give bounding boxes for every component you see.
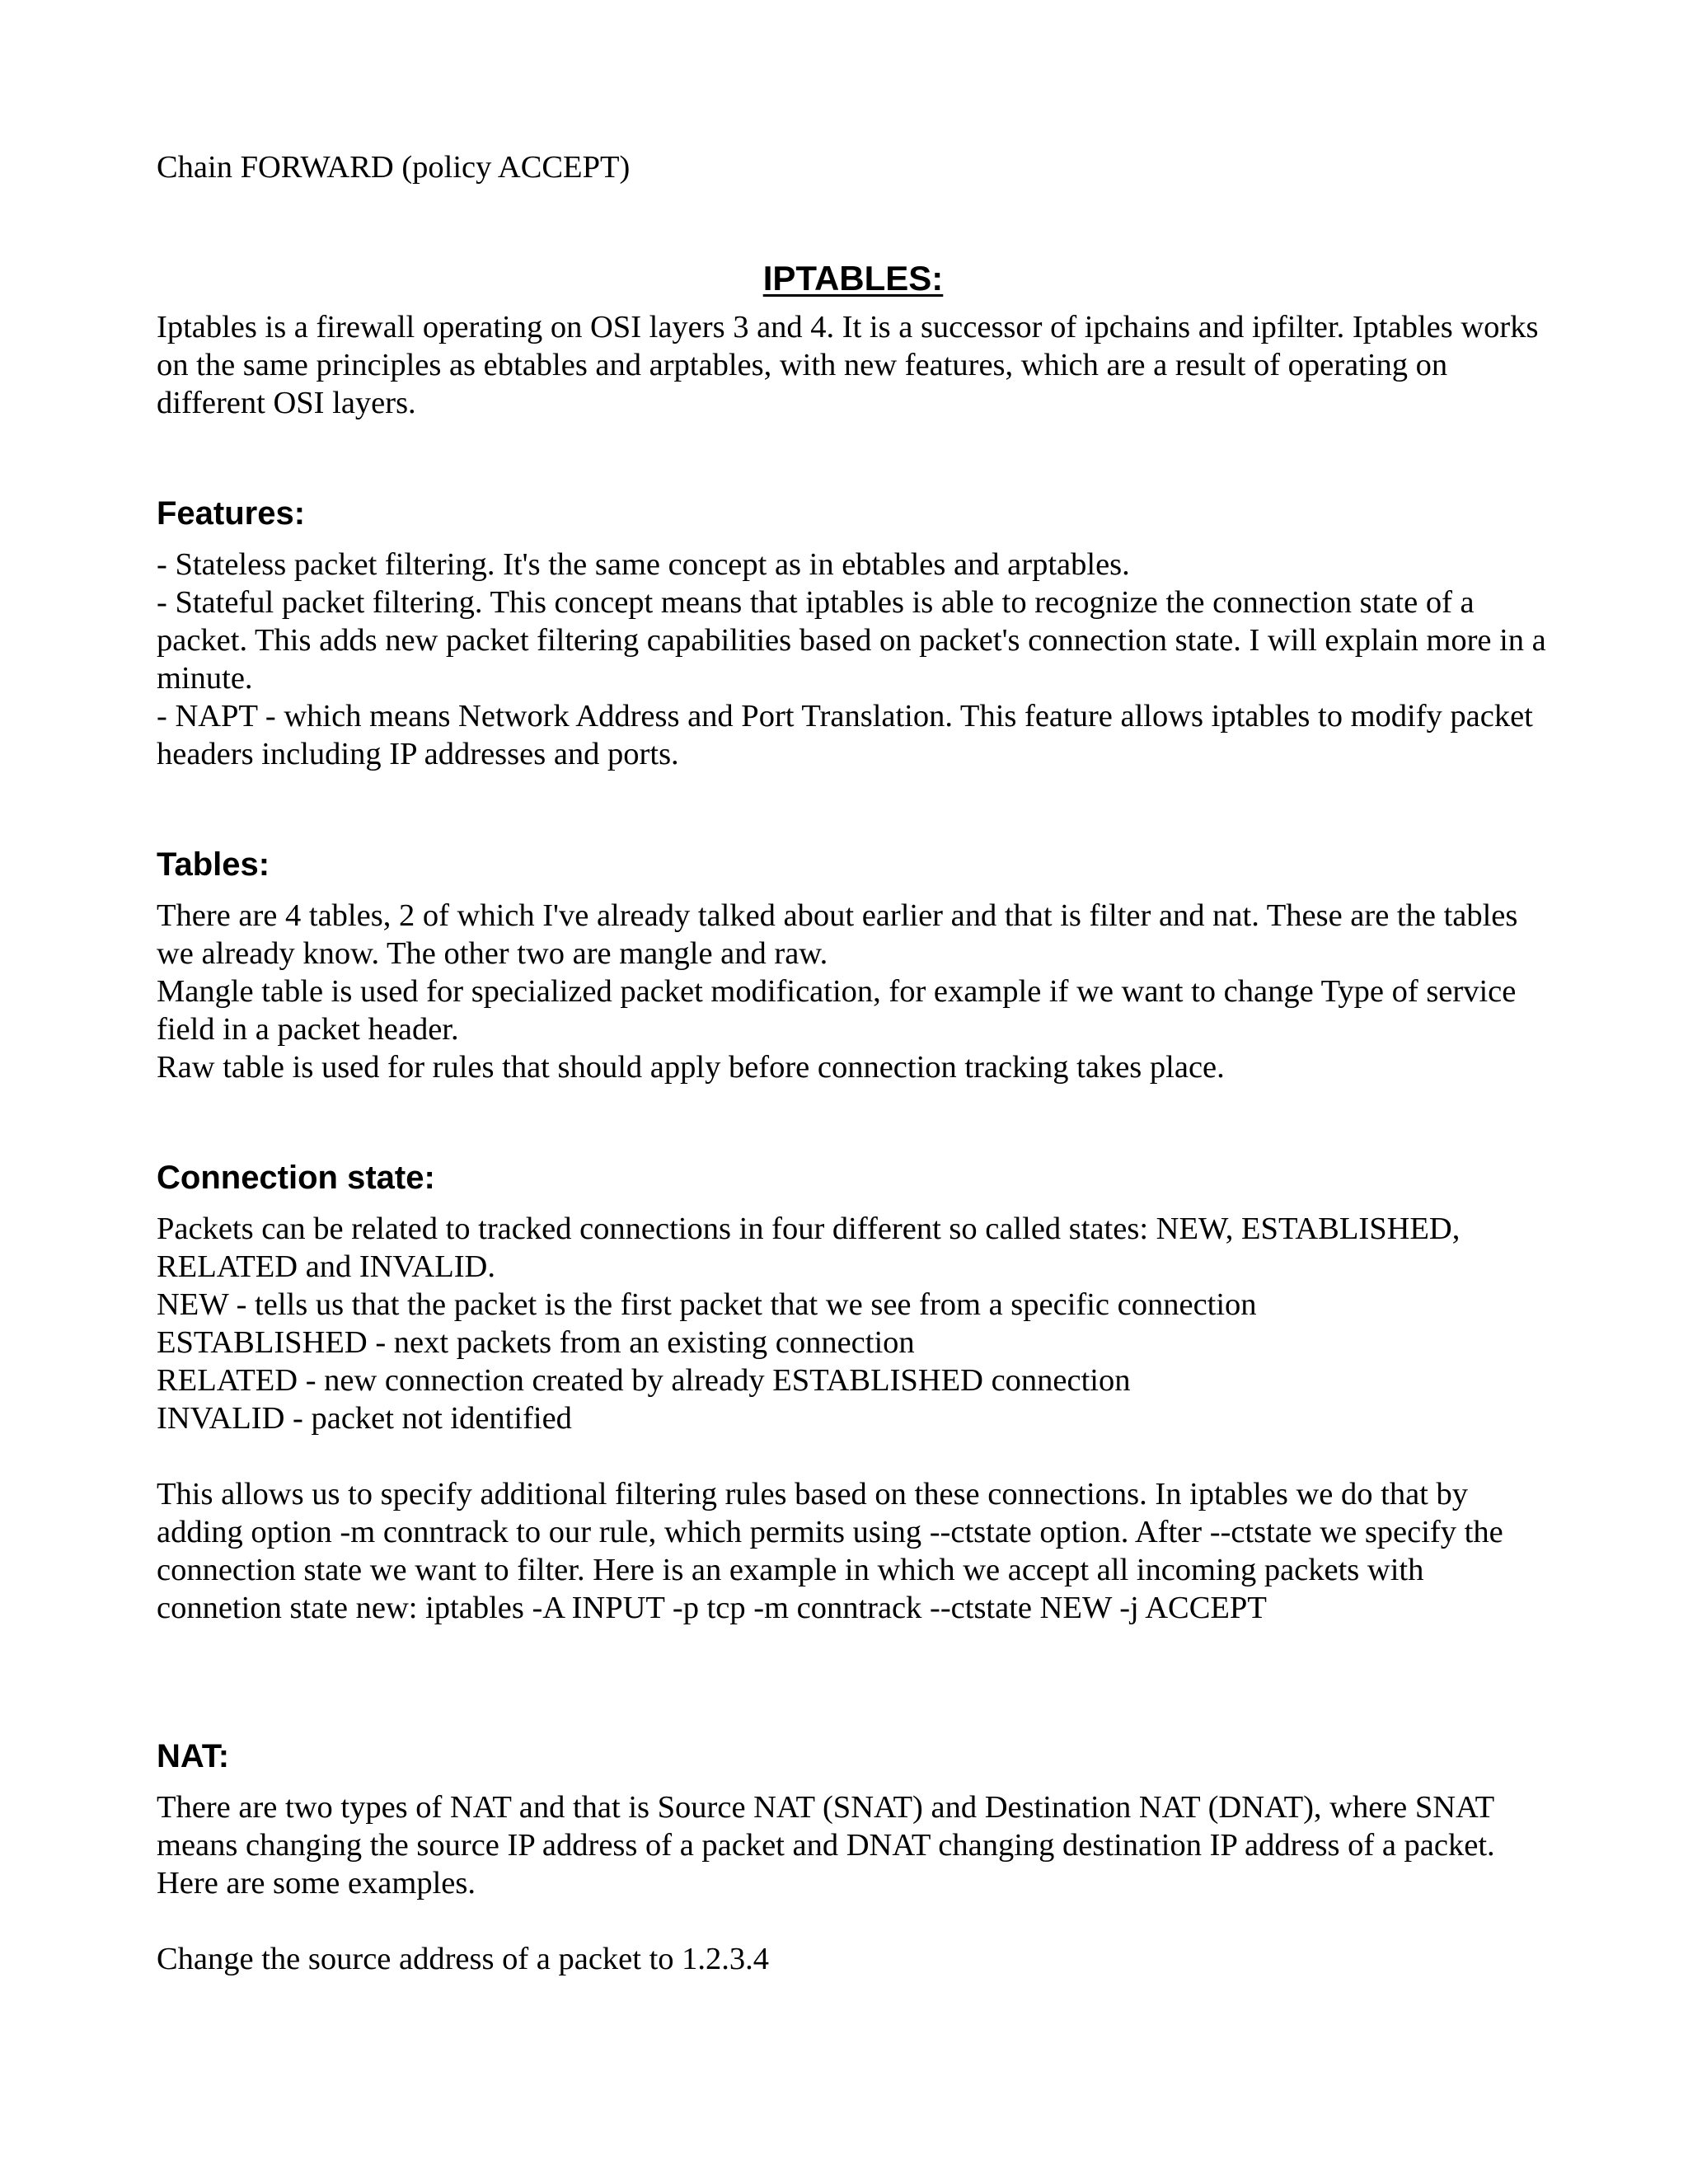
nat-paragraph: There are two types of NAT and that is Source NAT (SNAT) and Destination NAT (DNAT), where SNAT means changing the source IP address of a packet and DNAT changing destination IP address of a packet. Here are some examples.: [157, 1790, 1495, 1900]
snat-example-line: Change the source address of a packet to 1.2.3.4: [157, 1942, 770, 1976]
feature-item-napt: - NAPT - which means Network Address and Port Translation. This feature allows iptables to modify packet headers including IP addresses and ports.: [157, 699, 1533, 771]
tables-paragraph-mangle: Mangle table is used for specialized packet modification, for example if we want to change Type of service field in a packet header.: [157, 974, 1517, 1047]
connection-state-heading: Connection state:: [157, 1160, 435, 1196]
features-list: [157, 546, 1550, 773]
state-invalid-line: INVALID - packet not identified: [157, 1401, 572, 1436]
tables-heading: Tables:: [157, 846, 270, 883]
intro-paragraph: Iptables is a firewall operating on OSI layers 3 and 4. It is a successor of ipchains and ipfilter. Iptables works on the same principles as ebtables and arptables, with new features, which are a result of operating on different OSI layers.: [157, 310, 1539, 420]
tables-body: [157, 897, 1550, 1086]
conntrack-paragraph: This allows us to specify additional filtering rules based on these connections. In iptables we do that by adding option -m conntrack to our rule, which permits using --ctstate option. After --ctstate we specify the connection state we want to filter. Here is an example in which we accept all incoming packets with connetion state new: iptables -A INPUT -p tcp -m conntrack --ctstate NEW -j ACCEPT: [157, 1477, 1503, 1625]
feature-item-stateful: - Stateful packet filtering. This concept means that iptables is able to recognize the connection state of a packet. This adds new packet filtering capabilities based on packet's connection state. I will explain more in a minute.: [157, 585, 1546, 696]
tables-paragraph-intro: There are 4 tables, 2 of which I've already talked about earlier and that is filter and nat. These are the tables we already know. The other two are mangle and raw.: [157, 898, 1518, 971]
chain-forward-line: Chain FORWARD (policy ACCEPT): [157, 150, 631, 185]
document-page: [157, 148, 1550, 1978]
state-related-line: RELATED - new connection created by already ESTABLISHED connection: [157, 1363, 1131, 1398]
tables-paragraph-raw: Raw table is used for rules that should apply before connection tracking takes place.: [157, 1050, 1225, 1085]
feature-item-stateless: - Stateless packet filtering. It's the same concept as in ebtables and arptables.: [157, 547, 1130, 582]
state-new-line: NEW - tells us that the packet is the first packet that we see from a specific connection: [157, 1287, 1257, 1322]
nat-heading: NAT:: [157, 1738, 230, 1774]
features-heading: Features:: [157, 495, 306, 532]
state-established-line: ESTABLISHED - next packets from an existing connection: [157, 1325, 915, 1360]
connection-states-intro: Packets can be related to tracked connections in four different so called states: NEW, ESTABLISHED, RELATED and INVALID.: [157, 1212, 1461, 1284]
connection-state-list: [157, 1210, 1550, 1437]
document-title: IPTABLES:: [762, 259, 944, 298]
